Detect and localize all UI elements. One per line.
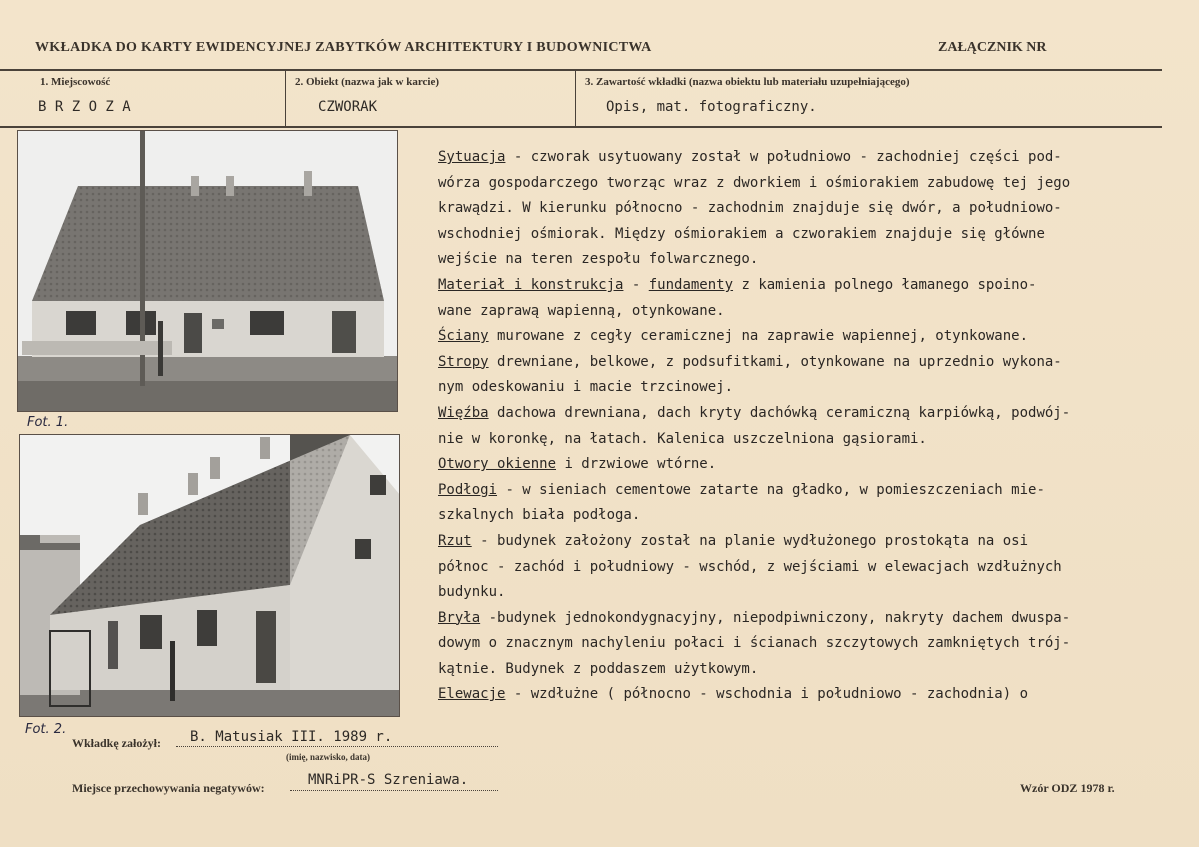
- field-label-object: 2. Obiekt (nazwa jak w karcie): [295, 76, 440, 88]
- description-line: [438, 273, 1178, 299]
- description-line: [438, 299, 1178, 325]
- field-value-contents: Opis, mat. fotograficzny.: [606, 99, 817, 115]
- description-segment: z kamienia polnego łamanego spoino-: [733, 276, 1037, 293]
- house-front-photo: [18, 131, 397, 411]
- attachment-number-label: ZAŁĄCZNIK NR: [938, 40, 1047, 55]
- description-line: [438, 529, 1178, 555]
- description-line: [438, 606, 1178, 632]
- description-segment: - wzdłużne ( północno - wschodnia i południowo - zachodnia) o: [505, 686, 1029, 703]
- description-line: [438, 503, 1178, 529]
- section-heading: Stropy: [438, 353, 489, 370]
- header-rule-top: [0, 69, 1162, 71]
- negatives-line: [290, 790, 498, 791]
- description-segment: - budynek założony został na planie wydłużonego prostokąta na osi: [471, 532, 1029, 549]
- photo-1: [17, 130, 398, 412]
- section-heading: fundamenty: [648, 276, 734, 293]
- description-line: [438, 171, 1178, 197]
- description-line: [438, 452, 1178, 478]
- founder-line: [176, 746, 498, 747]
- description-segment: wane zaprawą wapienną, otynkowane.: [438, 302, 725, 319]
- description-line: [438, 145, 1178, 171]
- description-segment: nie w koronkę, na łatach. Kalenica uszczelniona gąsiorami.: [438, 430, 927, 447]
- negatives-label: Miejsce przechowywania negatywów:: [72, 781, 265, 795]
- photo-2: [19, 434, 400, 717]
- section-heading: Materiał i konstrukcja: [438, 276, 624, 293]
- field-label-locality: 1. Miejscowość: [40, 76, 111, 88]
- section-heading: Rzut: [438, 532, 472, 549]
- description-line: [438, 247, 1178, 273]
- description-segment: wórza gospodarczego tworząc wraz z dworkiem i ośmiorakiem zabudowę tej jego: [438, 174, 1071, 191]
- description-segment: dachowa drewniana, dach kryty dachówką ceramiczną karpiówką, podwój-: [488, 404, 1071, 421]
- description-line: [438, 350, 1178, 376]
- description-line: [438, 324, 1178, 350]
- description-segment: - w sieniach cementowe zatarte na gładko, w pomieszczeniach mie-: [497, 481, 1045, 498]
- founder-hint: (imię, nazwisko, data): [286, 752, 370, 762]
- description-line: [438, 375, 1178, 401]
- description-segment: północ - zachód i południowy - wschód, z wejściami w elewacjach wzdłużnych: [438, 558, 1062, 575]
- house-side-photo: [20, 435, 399, 716]
- description-line: [438, 427, 1178, 453]
- description-segment: nym odeskowaniu i macie trzcinowej.: [438, 379, 734, 396]
- description-line: [438, 196, 1178, 222]
- photo-2-caption: Fot. 2.: [25, 722, 67, 737]
- field-divider-1: [285, 71, 286, 126]
- description-segment: krawądzi. W kierunku północno - zachodnim znajduje się dwór, a południowo-: [438, 200, 1062, 217]
- description-segment: drewniane, belkowe, z podsufitkami, otynkowane na uprzednio wykona-: [488, 353, 1062, 370]
- header-rule-bottom: [0, 126, 1162, 128]
- field-value-object: CZWORAK: [318, 99, 378, 115]
- founder-label: Wkładkę założył:: [72, 736, 161, 750]
- description-line: [438, 222, 1178, 248]
- negatives-value: MNRiPR-S Szreniawa.: [308, 772, 469, 788]
- description-line: [438, 401, 1178, 427]
- description-segment: kątnie. Budynek z poddaszem użytkowym.: [438, 660, 759, 677]
- description-segment: i drzwiowe wtórne.: [556, 456, 717, 473]
- description-segment: - czworak usytuowany został w południowo - zachodniej części pod-: [505, 149, 1062, 165]
- description-line: [438, 580, 1178, 606]
- founder-value: B. Matusiak III. 1989 r.: [190, 729, 393, 745]
- section-heading: Ściany: [438, 328, 489, 345]
- description-segment: dowym o znacznym nachyleniu połaci i ścianach szczytowych zamkniętych trój-: [438, 635, 1071, 652]
- field-label-contents: 3. Zawartość wkładki (nazwa obiektu lub materiału uzupełniającego): [585, 76, 910, 88]
- description-segment: murowane z cegły ceramicznej na zaprawie wapiennej, otynkowane.: [488, 328, 1029, 345]
- section-heading: Bryła: [438, 609, 481, 626]
- field-divider-2: [575, 71, 576, 126]
- description-segment: -: [623, 276, 649, 293]
- section-heading: Więźba: [438, 404, 489, 421]
- description-text: [438, 145, 1178, 708]
- form-title: WKŁADKA DO KARTY EWIDENCYJNEJ ZABYTKÓW ARCHITEKTURY I BUDOWNICTWA: [35, 40, 652, 55]
- field-value-locality: B R Z O Z A: [38, 99, 131, 115]
- photo-1-caption: Fot. 1.: [27, 415, 69, 430]
- description-segment: -budynek jednokondygnacyjny, niepodpiwniczony, nakryty dachem dwuspa-: [480, 609, 1071, 626]
- description-line: [438, 631, 1178, 657]
- description-line: [438, 657, 1178, 683]
- section-heading: Sytuacja: [438, 149, 506, 165]
- description-segment: wejście na teren zespołu folwarcznego.: [438, 251, 759, 268]
- description-line: [438, 682, 1178, 708]
- description-segment: szkalnych biała podłoga.: [438, 507, 641, 524]
- description-line: [438, 555, 1178, 581]
- section-heading: Otwory okienne: [438, 456, 557, 473]
- section-heading: Elewacje: [438, 686, 506, 703]
- form-template-label: Wzór ODZ 1978 r.: [1020, 781, 1115, 795]
- description-segment: wschodniej ośmiorak. Między ośmiorakiem a czworakiem znajduje się główne: [438, 225, 1045, 242]
- description-segment: budynku.: [438, 584, 506, 601]
- description-line: [438, 478, 1178, 504]
- section-heading: Podłogi: [438, 481, 498, 498]
